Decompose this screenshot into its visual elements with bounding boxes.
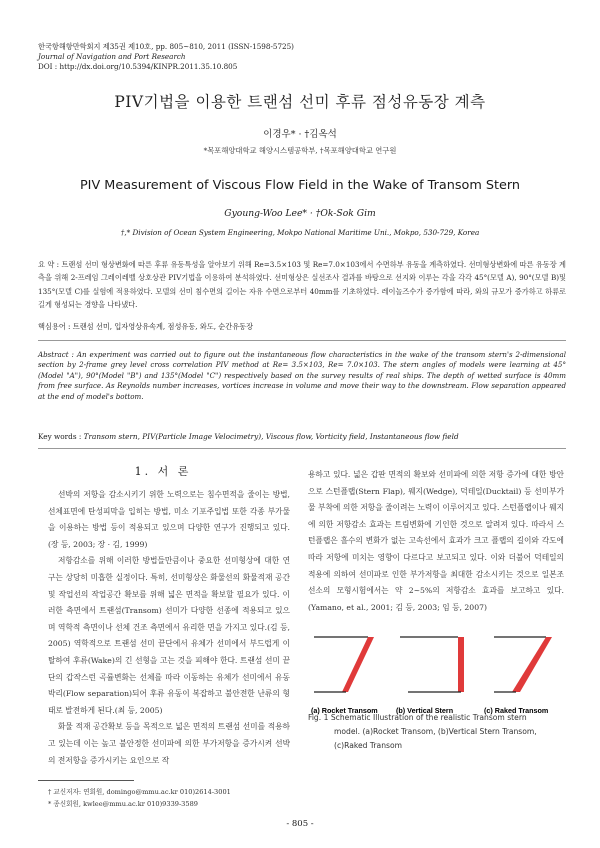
body-left-column: [48, 487, 290, 769]
keywords-english: [38, 432, 459, 441]
doi-link[interactable]: DOI : http://dx.doi.org/10.5394/KINPR.2011.35.10.805: [38, 62, 238, 71]
keywords-english-terms: Transom stern, PIV(Particle Image Velocimetry), Viscous flow, Vorticity field, Instantaneous flow field: [83, 432, 459, 441]
figure-transom-models: [308, 609, 564, 719]
abstract-english: Abstract : An experiment was carried out to figure out the instantaneous flow characteristics in the wake of the transom stern's 2-dimensional section by 2-frame grey level cross correlation PIV method at Re= 3.5×103, Re= 7.0×103. The stern angles of models were learning at 45°(Model "A"), 90°(Model "B") and 135°(Model "C") respectively based on the survey results of real ships. The depth of wetted surface is 40mm from free surface. As Reynolds number increases, vortices increase in volume and move their way to the downstream. Flow separation appeared at the end of model's bottom.: [38, 350, 566, 401]
body-right-column: 용하고 있다. 넓은 갑판 면적의 확보와 선미파에 의한 저항 증가에 대한 방안으로 스턴플랩(Stern Flap), 웨지(Wedge), 덕테일(Ducktail) 등 선미부가물 부착에 의한 저항을 줄이려는 노력이 이루어지고 있다. 스턴플랩이나 웨지에 의한 저항감소 효과는 트림변화에 기인한 것으로 알려져 있다. 따라서 스턴플랩은 흘수의 변화가 없는 고속선에서 효과가 크고 플랩의 길이와 각도에 따라 저항에 미치는 영향이 다르다고 보고되고 있다. 이와 더불어 덕테일의 적용에 의하여 선미파로 인한 부가저항을 최대한 감소시키는 것으로 일본조선소의 모형시험에서는 약 2~5%의 저항감소 효과를 보고하고 있다.(Yamano, et al., 2001; 김 등, 2003; 임 등, 2007): [308, 470, 564, 612]
journal-header: [38, 42, 294, 72]
affiliation-english: †,* Division of Ocean System Engineering, Mokpo National Maritime Uni., Mokpo, 530-729, Korea: [120, 228, 480, 237]
paper-title-english: PIV Measurement of Viscous Flow Field in the Wake of Transom Stern: [79, 178, 521, 193]
abstract-korean: 요 약 : 트랜섬 선미 형상변화에 따른 후류 유동특성을 알아보기 위해 Re=3.5×103 및 Re=7.0×103에서 수면하부 유동을 계측하였다. 선미형상변화에 따른 유동장 계측을 위해 2-프레임 그레이레벨 상호상관 PIV기법을 이용하여 분석하였다. 선미형상은 실선조사 결과를 바탕으로 선지와 이루는 각을 각각 45°(모델 A), 90°(모델 B)및 135°(모델 C)를 실험에 적용하였다. 모델의 선미 침수면의 길이는 자유 수면으로부터 40mm를 기초하였다. 레이놀즈수가 증가함에 따라, 와의 규모가 증가하고 하류로 길게 형성되는 경향을 나타냈다.: [38, 260, 566, 310]
footnote-corresponding-author: † 교신저자: 연회원, domingo@mmu.ac.kr 010)2614-3001: [48, 788, 231, 796]
keywords-english-label: Key words :: [38, 432, 82, 441]
body-paragraph: 선박의 저항을 감소시키기 위한 노력으로는 침수면적을 줄이는 방법, 선체표면에 탄성피막을 입히는 방법, 미소 기포주입법 또한 각종 부가물을 이용하는 방법 등이 적용되고 있으며 다양한 연구가 진행되고 있다.(장 등, 2003; 장 · 김, 1999): [48, 490, 290, 549]
figure-label-a: (a) Rocket Transom: [311, 706, 378, 715]
divider-bottom: [38, 448, 566, 449]
body-paragraph: 저항감소를 위해 이러한 방법들만큼이나 중요한 선미형상에 대한 연구는 상당히 미흡한 실정이다. 특히, 선미형상은 화물선의 화물적재 공간 및 작업선의 작업공간 확보를 위해 넓은 면적을 확보할 필요가 있다. 이러한 측면에서 트랜섬(Transom) 선미가 다양한 선종에 적용되고 있으며 역학적 측면이나 선체 건조 측면에서 유리한 면을 가지고 있다.(김 등, 2005) 역학적으로 트랜섬 선미 끝단에서 유체가 선미에서 부드럽게 이탈하여 후류(Wake)의 긴 선형을 고는 것을 피해야 한다. 트랜섬 선미 끝단의 갑작스런 곡률변화는 선체를 따라 이동하는 유체가 선미에서 유동박리(Flow separation)되어 후류 유동이 복잡하고 불안전한 난류의 형태로 발전하게 된다.(최 등, 2005): [48, 556, 290, 715]
raked-transom-hull: [512, 637, 552, 692]
section-heading-introduction: 1. 서 론: [134, 465, 192, 478]
figure-caption: [308, 711, 564, 754]
figure-caption-first-line: Fig. 1 Schematic Illustration of the realistic Transom stern: [308, 713, 527, 722]
figure-label-b: (b) Vertical Stern: [396, 706, 454, 715]
authors-korean: 이경우* · †김옥석: [263, 129, 337, 140]
page-number: - 805 -: [286, 819, 314, 829]
footnote-coauthor: * 종신회원, kwlee@mmu.ac.kr 010)9339-3589: [48, 800, 198, 808]
divider-top: [38, 340, 566, 341]
affiliation-korean: *목포해양대학교 해양시스템공학부, †목포해양대학교 연구원: [203, 146, 397, 155]
authors-english: Gyoung-Woo Lee* · †Ok-Sok Gim: [224, 208, 376, 219]
rocket-transom-hull: [342, 637, 374, 692]
vertical-stern-hull: [458, 637, 464, 692]
figure-caption-rest: model. (a)Rocket Transom, (b)Vertical Stern Transom, (c)Raked Transom: [334, 727, 537, 751]
footnote-rule: [38, 780, 134, 781]
figure-label-c: (c) Raked Transom: [484, 706, 549, 715]
journal-english-name: Journal of Navigation and Port Research: [38, 52, 186, 61]
paper-title-korean: PIV기법을 이용한 트랜섬 선미 후류 점성유동장 계측: [114, 93, 486, 111]
body-paragraph: 화물 적재 공간확보 등을 목적으로 넓은 면적의 트랜섬 선미를 적용하고 있는데 이는 높고 불안정한 선미파에 의한 부가저항을 증가시켜 선박의 전저항을 증가시키는 요인으로 작: [48, 722, 290, 765]
keywords-korean: 핵심용어 : 트랜섬 선미, 입자영상유속계, 점성유동, 와도, 순간유동장: [38, 322, 254, 331]
journal-line: 한국항해항만학회지 제35권 제10호, pp. 805~810, 2011 (ISSN-1598-5725): [38, 42, 294, 51]
raked-transom-diagram: [494, 637, 552, 692]
vertical-stern-diagram: [400, 637, 464, 692]
rocket-transom-diagram: [314, 637, 374, 692]
